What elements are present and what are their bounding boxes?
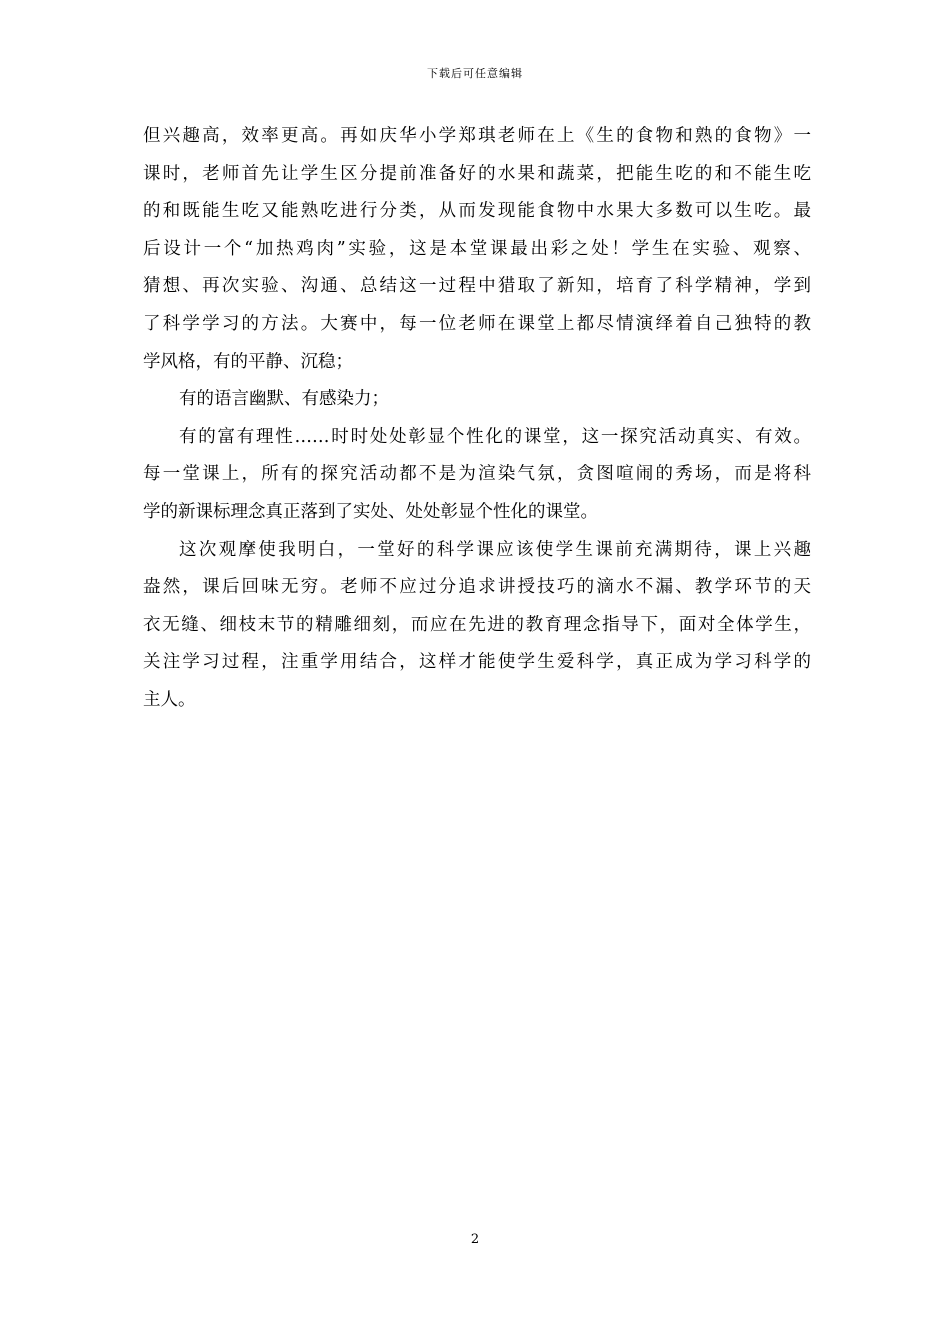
paragraph-1 [143, 118, 811, 381]
page-number: 2 [470, 1232, 480, 1247]
document-body [143, 118, 811, 720]
text-line: 关注学习过程，注重学用结合，这样才能使学生爱科学，真正成为学习科学的 [143, 652, 811, 673]
text-line: 每一堂课上，所有的探究活动都不是为渲染气氛，贪图喧闹的秀场，而是将科 [143, 464, 811, 485]
paragraph-2 [143, 381, 811, 419]
text-line: 的和既能生吃又能熟吃进行分类，从而发现能食物中水果大多数可以生吃。最 [143, 201, 811, 222]
text-line: 这次观摩使我明白，一堂好的科学课应该使学生课前充满期待，课上兴趣 [179, 539, 811, 560]
text-line: 学风格，有的平静、沉稳； [143, 351, 353, 372]
text-line: 后设计一个“加热鸡肉”实验，这是本堂课最出彩之处！学生在实验、观察、 [143, 238, 811, 259]
text-line: 学的新课标理念真正落到了实处、处处彰显个性化的课堂。 [143, 501, 598, 522]
text-line: 课时，老师首先让学生区分提前准备好的水果和蔬菜，把能生吃的和不能生吃 [143, 163, 811, 184]
text-line: 但兴趣高，效率更高。再如庆华小学郑琪老师在上《生的食物和熟的食物》一 [143, 126, 811, 146]
text-line: 了科学学习的方法。大赛中，每一位老师在课堂上都尽情演绎着自己独特的教 [143, 313, 811, 334]
text-line: 主人。 [143, 689, 196, 710]
paragraph-4 [143, 532, 811, 720]
text-line: 盎然，课后回味无穷。老师不应过分追求讲授技巧的滴水不漏、教学环节的天 [143, 577, 811, 598]
page-header: 下载后可任意编辑 [427, 67, 523, 80]
text-line: 有的语言幽默、有感染力； [179, 389, 389, 410]
text-line: 衣无缝、细枝末节的精雕细刻，而应在先进的教育理念指导下，面对全体学生， [143, 614, 811, 635]
text-line: 猜想、再次实验、沟通、总结这一过程中猎取了新知，培育了科学精神，学到 [143, 276, 811, 297]
paragraph-3 [143, 419, 811, 532]
text-line: 有的富有理性……时时处处彰显个性化的课堂，这一探究活动真实、有效。 [179, 426, 811, 447]
